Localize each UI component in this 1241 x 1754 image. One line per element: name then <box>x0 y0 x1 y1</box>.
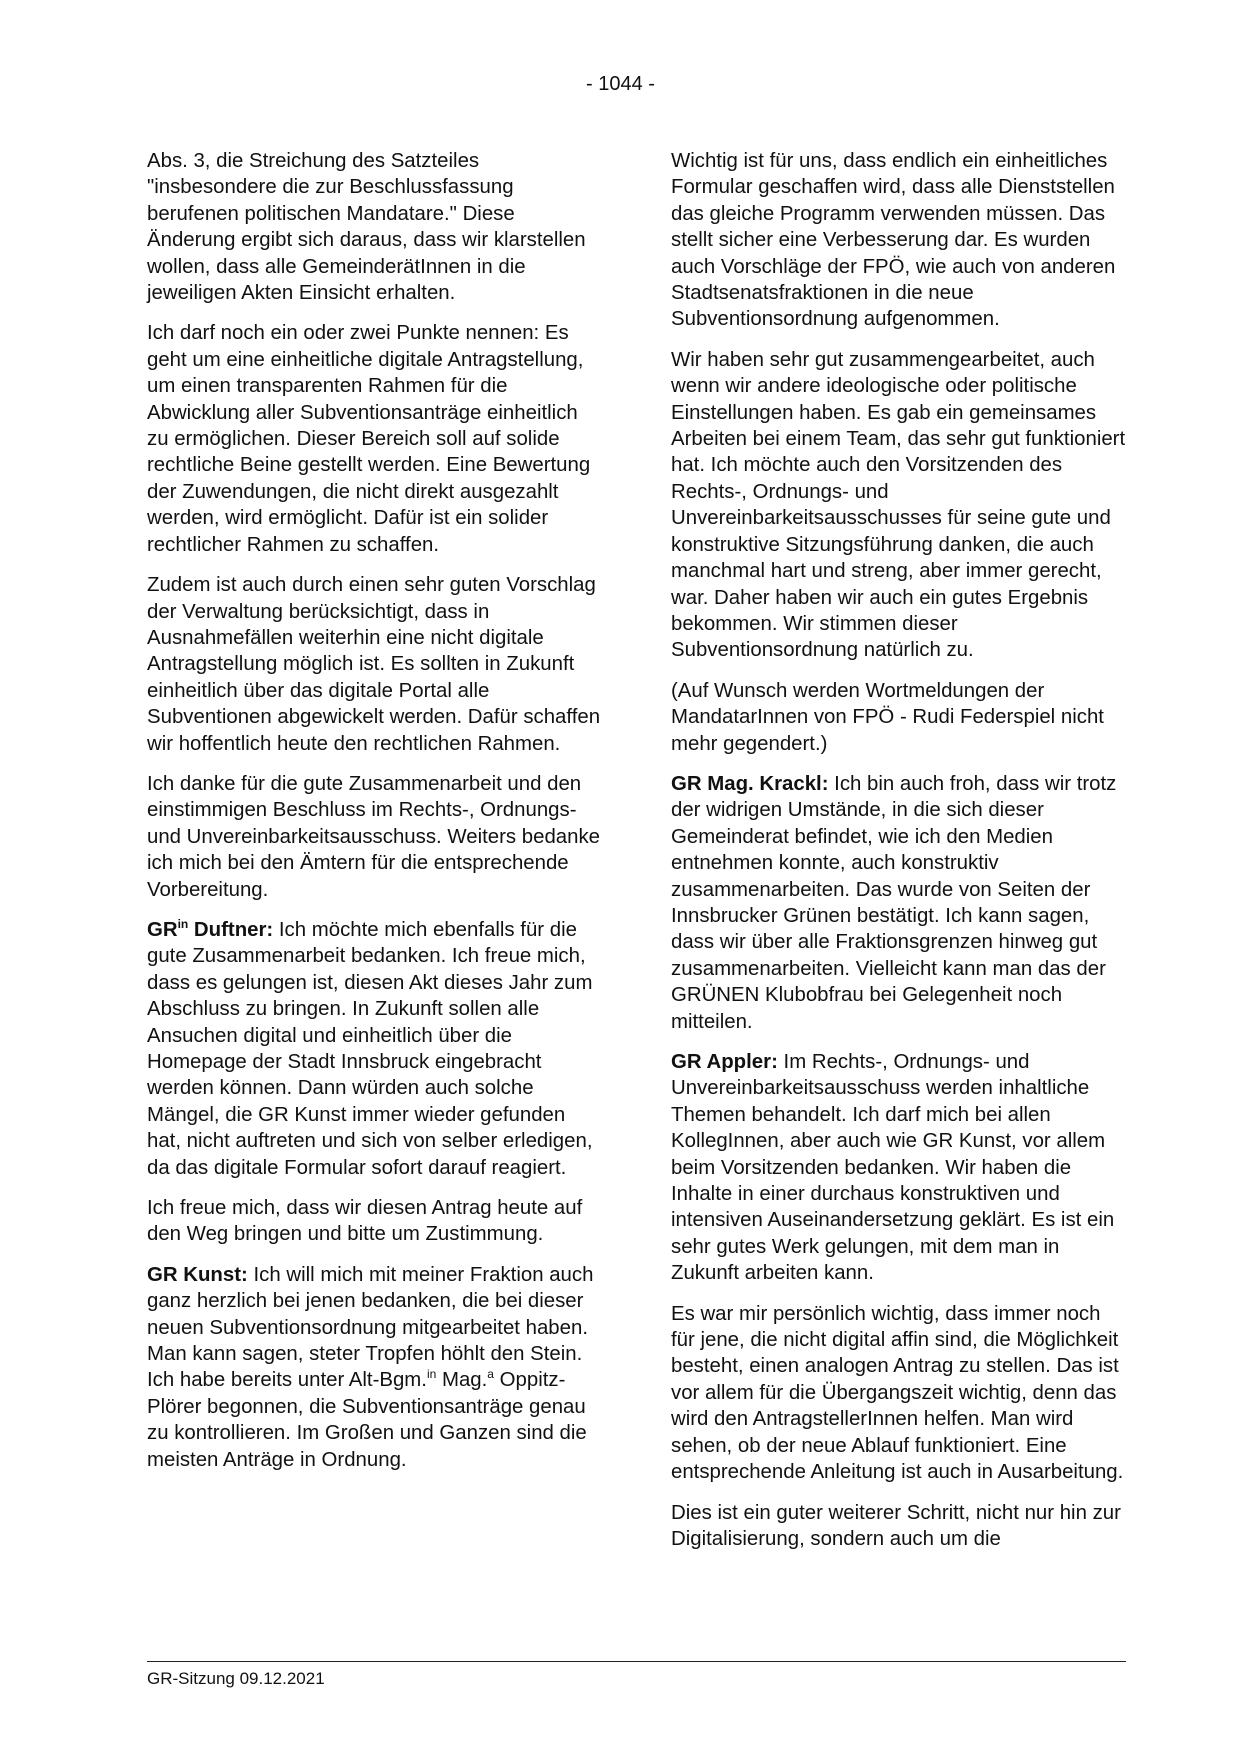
speaker-paragraph-appler <box>671 1049 1126 1287</box>
footer-divider <box>147 1661 1126 1662</box>
speaker-name <box>147 919 273 941</box>
paragraph: Wir haben sehr gut zusammengearbeitet, auch wenn wir andere ideologische oder politische Einstellungen haben. Es gab ein gemeinsames Arbeiten bei einem Team, das sehr gut funktioniert hat. Ich möchte auch den Vorsitzenden des Rechts-, Ordnungs- und Unvereinbarkeitsausschusses für seine gute und konstruktive Sitzungsführung danken, die auch manchmal hart und streng, aber immer gerecht, war. Daher haben wir auch ein gutes Ergebnis bekommen. Wir stimmen dieser Subventionsordnung natürlich zu. <box>671 348 1126 662</box>
paragraph: Dies ist ein guter weiterer Schritt, nicht nur hin zur Digitalisierung, sondern auch um die <box>671 1501 1121 1550</box>
paragraph: Wichtig ist für uns, dass endlich ein einheitliches Formular geschaffen wird, dass alle Dienststellen das gleiche Programm verwenden müssen. Das stellt sicher eine Verbesserung dar. Es wurden auch Vorschläge der FPÖ, wie auch von anderen Stadtsenatsfraktionen in die neue Subventionsordnung aufgenommen. <box>671 150 1116 331</box>
page-number: - 1044 - <box>586 73 655 95</box>
speaker-surname: Duftner: <box>188 918 274 941</box>
speaker-paragraph-duftner <box>147 917 602 1181</box>
paragraph: Zudem ist auch durch einen sehr guten Vorschlag der Verwaltung berücksichtigt, dass in Ausnahmefällen weiterhin eine nicht digitale Antragstellung möglich ist. Es sollten in Zukunft einheitlich über das digitale Portal alle Subventionen abgewickelt werden. Dafür schaffen wir hoffentlich heute den rechtlichen Rahmen. <box>147 574 601 755</box>
paragraph: Ich darf noch ein oder zwei Punkte nennen: Es geht um eine einheitliche digitale Antragstellung, um einen transparenten Rahmen für die Abwicklung aller Subventionsanträge einheitlich zu ermöglichen. Dieser Bereich soll auf solide rechtliche Beine gestellt werden. Eine Bewertung der Zuwendungen, die nicht direkt ausgezahlt werden, wird ermöglicht. Dafür ist ein solider rechtlicher Rahmen zu schaffen. <box>147 322 591 556</box>
speaker-name: GR Kunst: <box>147 1263 248 1286</box>
speech-text: Ich bin auch froh, dass wir trotz der widrigen Umstände, in die sich dieser Gemeinderat befindet, wie ich den Medien entnehmen konnte, auch konstruktiv zusammenarbeiten. Das wurde von Seiten der Innsbrucker Grünen bestätigt. Ich kann sagen, dass wir über alle Fraktionsgrenzen hinweg gut zusammenarbeiten. Vielleicht kann man das der GRÜNEN Klubobfrau bei Gelegenheit noch mitteilen. <box>671 772 1117 1033</box>
speech-text: Oppitz-Plörer begonnen, die Subventionsanträge genau zu kontrollieren. Im Großen und Ganzen sind die meisten Anträge in Ordnung. <box>147 1369 587 1471</box>
paragraph: Ich freue mich, dass wir diesen Antrag heute auf den Weg bringen und bitte um Zustimmung. <box>147 1197 583 1246</box>
right-column <box>671 148 1126 1566</box>
speaker-name: GR Mag. Krackl: <box>671 772 829 795</box>
editorial-note: (Auf Wunsch werden Wortmeldungen der MandatarInnen von FPÖ - Rudi Federspiel nicht mehr gegendert.) <box>671 679 1104 755</box>
speech-text: Mag. <box>436 1369 488 1392</box>
speech-text: Ich will mich mit meiner Fraktion auch ganz herzlich bei jenen bedanken, die bei dieser neuen Subventionsordnung mitgearbeitet haben. Man kann sagen, steter Tropfen höhlt den Stein. Ich habe bereits unter Alt-Bgm. <box>147 1263 594 1392</box>
paragraph: Abs. 3, die Streichung des Satzteiles "insbesondere die zur Beschlussfassung berufenen politischen Mandatare." Diese Änderung ergibt sich daraus, dass wir klarstellen wollen, dass alle GemeinderätInnen in die jeweiligen Akten Einsicht erhalten. <box>147 150 586 305</box>
footer-session-date: GR-Sitzung 09.12.2021 <box>147 1669 325 1688</box>
speaker-paragraph-kunst <box>147 1262 602 1473</box>
left-column <box>147 148 602 1487</box>
superscript: a <box>487 1367 494 1382</box>
speech-text: Ich möchte mich ebenfalls für die gute Zusammenarbeit bedanken. Ich freue mich, dass es gelungen ist, diesen Akt dieses Jahr zum Abschluss zu bringen. In Zukunft sollen alle Ansuchen digital und einheitlich über die Homepage der Stadt Innsbruck eingebracht werden können. Dann würden auch solche Mängel, die GR Kunst immer wieder gefunden hat, nicht auftreten und sich von selber erledigen, da das digitale Formular sofort darauf reagiert. <box>147 918 593 1179</box>
paragraph: Es war mir persönlich wichtig, dass immer noch für jene, die nicht digital affin sind, die Möglichkeit besteht, einen analogen Antrag zu stellen. Das ist vor allem für die Übergangszeit wichtig, denn das wird den AntragstellerInnen helfen. Man wird sehen, ob der neue Ablauf funktioniert. Eine entsprechende Anleitung ist auch in Ausarbeitung. <box>671 1302 1124 1484</box>
superscript: in <box>177 917 189 932</box>
paragraph: Ich danke für die gute Zusammenarbeit und den einstimmigen Beschluss im Rechts-, Ordnungs- und Unvereinbarkeitsausschuss. Weiters bedanke ich mich bei den Ämtern für die entsprechende Vorbereitung. <box>147 772 600 901</box>
speaker-prefix: GR <box>147 918 178 941</box>
speech-text: Im Rechts-, Ordnungs- und Unvereinbarkeitsausschuss werden inhaltliche Themen behandelt. Ich darf mich bei allen KollegInnen, aber auch wie GR Kunst, vor allem beim Vorsitzenden bedanken. Wir haben die Inhalte in einer durchaus konstruktiven und intensiven Auseinandersetzung geklärt. Es ist ein sehr gutes Werk gelungen, mit dem man in Zukunft arbeiten kann. <box>671 1051 1115 1285</box>
speaker-name: GR Appler: <box>671 1051 778 1073</box>
superscript: in <box>426 1367 437 1382</box>
speaker-paragraph-krackl <box>671 771 1126 1035</box>
